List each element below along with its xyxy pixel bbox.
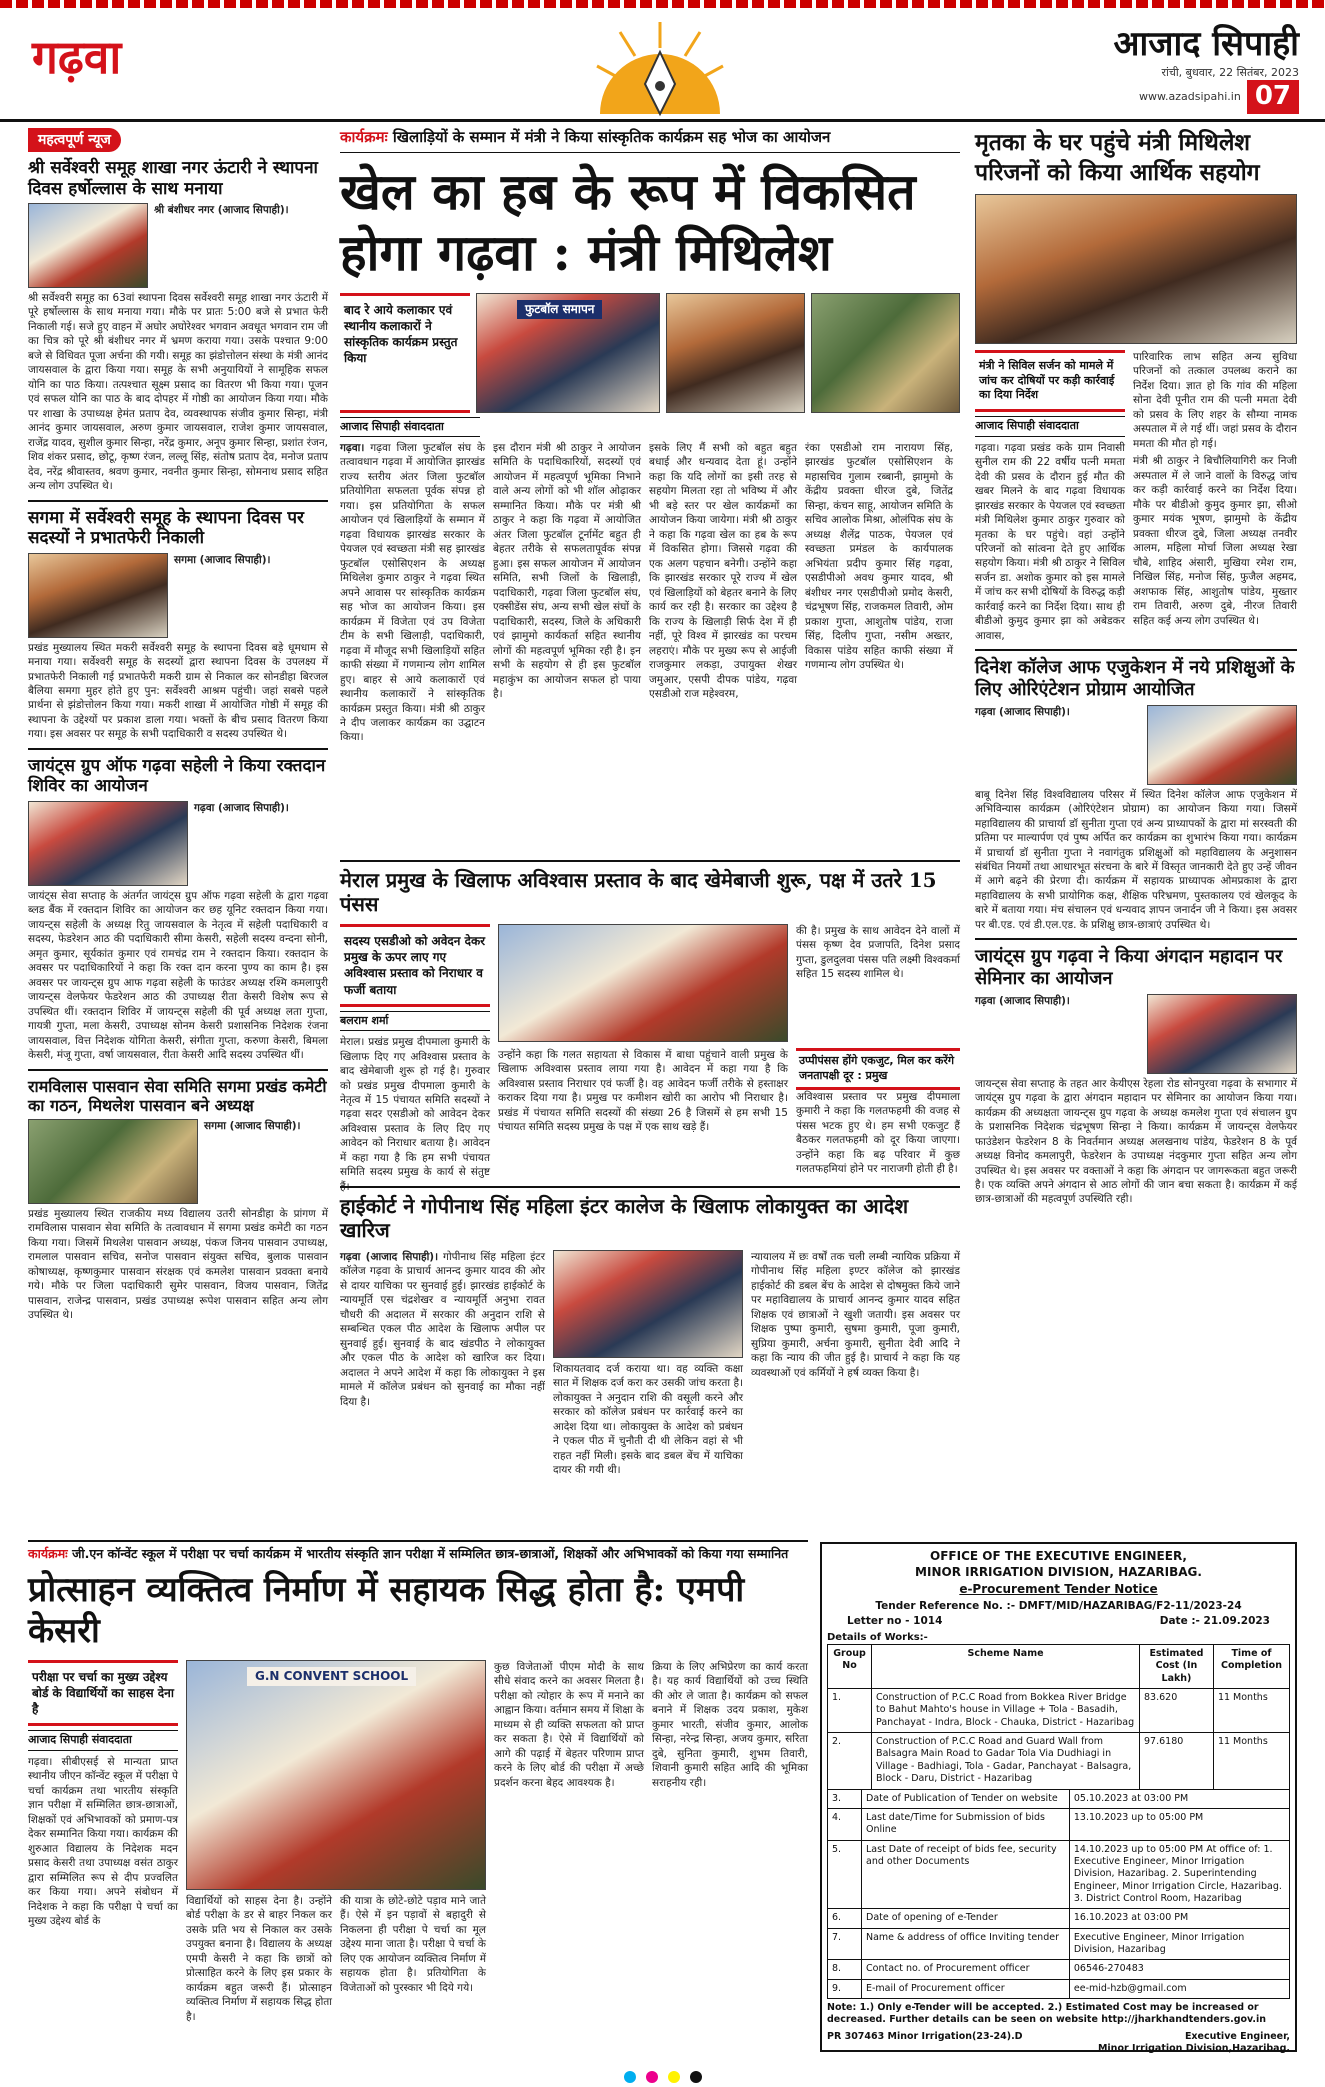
tender-notice bbox=[820, 1542, 1297, 2052]
article-dateline: गढ़वा (आजाद सिपाही)। bbox=[194, 801, 289, 814]
tender-cell: 11 Months bbox=[1213, 1689, 1289, 1733]
lead-kicker: कार्यक्रमः bbox=[340, 128, 388, 146]
tender-office: OFFICE OF THE EXECUTIVE ENGINEER, bbox=[930, 1549, 1187, 1563]
tender-info-row bbox=[828, 1960, 1290, 1979]
tender-info-cell: Date of Publication of Tender on website bbox=[862, 1789, 1070, 1808]
article-body: अविश्वास प्रस्ताव पर प्रमुख दीपमाला कुमारी ने कहा कि गलतफहमी की वजह से पंसस भटक हुए थे। हम सभी एकजुट हैं बैठकर गलतफहमी को दूर किया जाएगा। उन्होंने कहा कि बढ़ परिवार में कुछ गलतफहमियां होने पर नाराजगी होती ही है। bbox=[796, 1090, 960, 1176]
article-dateline: गढ़वा (आजाद सिपाही)। bbox=[340, 1251, 439, 1263]
article-byline: बलराम शर्मा bbox=[340, 1011, 490, 1031]
pen-nib-logo-icon bbox=[595, 18, 725, 116]
article-byline: आजाद सिपाही संवाददाता bbox=[28, 1730, 178, 1750]
article-title: रामविलास पासवान सेवा समिति सगमा प्रखंड कमेटी का गठन, मिथलेश पासवान बने अध्यक्ष bbox=[28, 1076, 327, 1115]
tender-info-row bbox=[828, 1840, 1290, 1909]
lead-body-col3: इसके लिए मैं सभी को बहुत बहुत बधाई और धन्यवाद देता हूं। उन्होंने कहा कि यदि लोगों का इसी तरह से सहयोग मिलता रहा तो भविष्य में और भी बड़े स्तर पर खेल कार्यक्रमों का आयोजन किया जायेगा। मंत्री श्री ठाकुर ने कहा कि गढ़वा खेल का हब के रूप में विकसित होगा। जिससे गढ़वा की एक अलग पहचान बनेगी। उन्होंने कहा कि झारखंड सरकार पूरे राज्य में खेल एवं खिलाड़ियों को बेहतर बनाने के लिए कार्य कर रही है। सरकार का उद्देश्य है कि राज्य के खिलाड़ी सिर्फ देश में ही नहीं, पूरे विश्व में झारखंड का परचम लहराएं। मौके पर मुख्य रूप से आईजी राजकुमार लकड़ा, उपायुक्त शेखर जमुआर, एसपी दीपक पांडेय, गढ़वा एसडीओ राज महेश्वरम, bbox=[649, 441, 797, 701]
article-title: श्री सर्वेश्वरी समूह शाखा नगर ऊंटारी ने स्थापना दिवस हर्षोल्लास के साथ मनाया bbox=[28, 158, 318, 199]
tender-info-cell: ee-mid-hzb@gmail.com bbox=[1069, 1979, 1289, 1998]
article-kicker: कार्यक्रमः bbox=[28, 1546, 68, 1561]
lead-story bbox=[340, 128, 960, 828]
tender-cell: Construction of P.C.C Road from Bokkea River Bridge to Bahut Mahto's house in Village + Tola - Basadih, Panchayat - Indra, Block - Chauka, District - Hazaribag bbox=[872, 1689, 1140, 1733]
tender-info-cell: Executive Engineer, Minor Irrigation Division, Hazaribag bbox=[1069, 1928, 1289, 1960]
tender-notes: Note: 1.) Only e-Tender will be accepted. 2.) Estimated Cost may be increased or decreased. Further details can be seen on website http://jharkhandtenders.gov.in bbox=[827, 2001, 1267, 2026]
article-body: गोपीनाथ सिंह महिला इंटर कॉलेज गढ़वा के प्राचार्य आनन्द कुमार यादव की ओर से दायर याचिका पर सुनवाई हुई। झारखंड हाईकोर्ट के न्यायमूर्ति एस चंद्रशेखर व न्यायमूर्ति अनुभा रावत चौधरी की अदालत में सरकार की अनुदान राशि से सम्बन्धित एकल पीठ आदेश के खिलाफ अपील पर सुनवाई हुई। सुनवाई के बाद खंडपीठ ने लोकायुक्त और एकल पीठ के आदेश को खारिज कर दिया। अदालत ने अपने आदेश में कहा कि लोकायुक्त ने इस मामले में कॉलेज प्रबंधन को सुनवाई का मौका नहीं दिया है। bbox=[340, 1251, 545, 1408]
article-pull-quote: सदस्य एसडीओ को अवेदन देकर प्रमुख के ऊपर लाए गए अविश्वास प्रस्ताव को निराधार व फर्जी बताया bbox=[340, 924, 490, 1007]
tender-info-row bbox=[828, 1789, 1290, 1808]
article-body: श्री सर्वेश्वरी समूह का 63वां स्थापना दिवस सर्वेश्वरी समूह शाखा नगर ऊंटारी में पूरे हर्षोल्लास के साथ मनाया गया। मौके पर प्रातः 5:00 बजे से प्रभात फेरी निकाली गई। सजे हुए वाहन में अघोर अघोरेश्वर भगवान अवधूत भगवान राम जी का चित्र को पूरे श्री बंशीधर नगर में भ्रमण कराया गया। उसके पश्चात 9:00 बजे से विधिवत पूजा अर्चना की गयी। समूह का झंडोत्तोलन संस्था के मंत्री आनंद जायसवाल के द्वारा किया गया। समूह के सभी अनुयायियों ने सामूहिक सफल योनि का पाठ किया। तत्पश्चात सूक्ष्म प्रसाद का वितरण भी किया गया। पूजन एवं सफल योनि का पाठ के बाद दोपहर में गोष्ठी का आयोजन किया गया। मौके पर शाखा के उपाध्यक्ष हेमंत प्रताप देव, व्यवस्थापक संजीव कुमार सिन्हा, मंत्री आनंद कुमार जायसवाल, अरुण कुमार जायसवाल, राजेश कुमार जायसवाल, राजेंद्र यादव, सुशील कुमार सिन्हा, नरेंद्र कुमार, अनूप कुमार सिन्हा, प्रशांत रंजन, शिव शंकर प्रसाद, छोटू, कृष्ण रंजन, लल्लू सिंह, संतोष प्रताप देव, मनोज प्रताप देव, नरेंद्र श्रीवास्तव, श्रवण कुमार, नवनीत कुमार सिन्हा, सोमनाथ प्रसाद सहित अन्य लोग उपस्थित थे। bbox=[28, 291, 328, 493]
print-registration-marks bbox=[0, 2067, 1325, 2087]
article-title: दिनेश कॉलेज आफ एजुकेशन में नये प्रशिक्षुओं के लिए ओरिएंटेशन प्रोग्राम आयोजित bbox=[975, 657, 1295, 700]
article-body: गढ़वा। गढ़वा प्रखंड कके ग्राम निवासी सुनील राम की 22 वर्षीय पत्नी ममता देवी की प्रसव के दौरान हुई मौत की खबर मिलने के बाद गढ़वा विधायक झारखंड सरकार के पेयजल एवं स्वच्छता मंत्री मिथिलेश कुमार ठाकुर गुरुवार को मृतका के घर पहुंचे। वहां उन्होंने परिजनों को सांत्वना देते हुए आर्थिक सहयोग किया। मंत्री श्री ठाकुर ने सिविल सर्जन डा. अशोक कुमार को इस मामले में जांच कर सभी दोषियों के विरुद्ध कड़ी कार्रवाई करने का निर्देश दिया। साथ ही बीडीओ कुमुद कुमार झा को अबेडकर आवास, bbox=[975, 441, 1125, 642]
tender-title: e-Procurement Tender Notice bbox=[959, 1582, 1158, 1597]
tender-header-cell: Scheme Name bbox=[872, 1645, 1140, 1689]
tender-info-cell: 13.10.2023 up to 05:00 PM bbox=[1069, 1808, 1289, 1840]
section-label: महत्वपूर्ण न्यूज bbox=[28, 128, 121, 152]
lead-photo-audience bbox=[811, 293, 960, 413]
article-photo bbox=[1147, 994, 1297, 1074]
tender-info-row bbox=[828, 1909, 1290, 1928]
tender-info-cell: 3. bbox=[828, 1789, 862, 1808]
tender-row bbox=[828, 1689, 1290, 1733]
tender-reference: Tender Reference No. :- DMFT/MID/HAZARIBAG/F2-11/2023-24 bbox=[875, 1599, 1242, 1612]
lead-body-col2: इस दौरान मंत्री श्री ठाकुर ने आयोजन समिति के पदाधिकारियों, सदस्यों एवं आयोजन में महत्वपूर्ण भूमिका निभाने वाले अन्य लोगों को भी शॉल ओढ़ाकर सम्मानित किया। मौके पर मंत्री श्री ठाकुर ने कहा कि गढ़वा में आयोजित अंतर जिला फुटबॉल टूर्नामेंट बहुत ही बेहतर तरीके से सफलतापूर्वक संपन्न हुआ। इस सफल आयोजन में आयोजन समिति, सभी जिलों के खिलाड़ी, पदाधिकारी, गढ़वा जिला फुटबॉल संघ, एक्सीडेंस संघ, अन्य सभी खेल संघों के पदाधिकारी, सदस्य, जिले के अधिकारी एवं झामुमो कार्यकर्ता सहित स्थानीय लोगों की महत्वपूर्ण भूमिका रही है। इन सभी के सहयोग से ही इस फुटबॉल महाकुंभ का आयोजन सफल हो पाया है। bbox=[493, 441, 641, 701]
article-body: पारिवारिक लाभ सहित अन्य सुविधा परिजनों को तत्काल उपलब्ध कराने का निर्देश दिया। ज्ञात हो कि गांव की महिला सोना देवी पूनीत राम की पत्नी ममता देवी को प्रसव के लिए शहर के सौम्या नामक अस्पताल में ले गई थीं। जहां प्रसव के दौरान ममता की मौत हो गई। bbox=[1133, 350, 1297, 450]
article-photo bbox=[28, 553, 168, 638]
article-photo bbox=[28, 801, 188, 886]
tender-header-cell: Time of Completion bbox=[1213, 1645, 1289, 1689]
article-body: बाबू दिनेश सिंह विश्वविद्यालय परिसर में स्थित दिनेश कॉलेज आफ एजुकेशन में अभिविन्यास कार्यक्रम (ओरिएंटेशन प्रोग्राम) का आयोजन किया गया। जिसमें महाविद्यालय की प्राचार्या डॉ सुनीता गुप्ता एवं अन्य प्राध्यापकों के द्वारा मां सरस्वती की प्रतिमा पर माल्यार्पण एवं पुष्प अर्पित कर कार्यक्रम का शुभारंभ किया गया। कार्यक्रम में प्राचार्या डॉ सुनीता गुप्ता ने नवागंतुक प्रशिक्षुओं को महाविद्यालय के अनुशासन संबंधित नियमों तथा आधारभूत संरचना के बारे में विस्तृत जानकारी देते हुए उन्हें जीवन में आगे बढ़ने की प्रेरणा दी। कार्यक्रम में सहायक प्राध्यापक ओमप्रकाश के द्वारा महाविद्यालय के सभी प्रायोगिक कक्ष, शैक्षिक परिभ्रमण, पुस्तकालय एवं खेलकूद के बारे में बताया गया। मंच संचालन एवं धन्यवाद ज्ञापन जनार्दन जी ने किया। इस अवसर पर बी.एड. एवं डी.एल.एड. के प्रशिक्षु छात्र-छात्राएं उपस्थित थे। bbox=[975, 788, 1297, 931]
tender-info-cell: 8. bbox=[828, 1960, 862, 1979]
tender-cell: 83.620 bbox=[1140, 1689, 1214, 1733]
article-body: जायन्ट्स सेवा सप्ताह के तहत आर केयीएस रेहला रोड सोनपुरवा गढ़वा के सभागार में जायंट्स ग्रुप गढ़वा के द्वारा अंगदान महादान पर सेमिनार का आयोजन किया गया। कार्यक्रम की अध्यक्षता जायन्ट्स ग्रुप गढ़वा के अध्यक्ष कमलेश गुप्ता एवं संचालन ग्रुप के प्रशासनिक निदेशक चंद्रभूषण सिन्हा ने किया। कार्यक्रम में जायन्ट्स वेलफेयर फाउंडेशन फेडरेशन 8 के निवर्तमान अध्यक्ष अलखनाथ पांडेय, फेडरेशन 8 के पूर्व अध्यक्ष विनोद कमलापुरी, फेडरेशन के उपाध्यक्ष नंदकुमार गुप्ता सहित अन्य लोग उपस्थित थे। इस अवसर पर वक्ताओं ने कहा कि अंगदान पर जागरूकता बहुत जरूरी है। एक व्यक्ति अपने अंगदान से आठ लोगों की जान बचा सकता है। कार्यक्रम में कई छात्र-छात्राओं की महत्वपूर्ण उपस्थिति रही। bbox=[975, 1077, 1297, 1206]
newspaper-brand bbox=[1114, 22, 1299, 114]
tender-cell: 1. bbox=[828, 1689, 872, 1733]
article-title: जायंट्स ग्रुप गढ़वा ने किया अंगदान महादान पर सेमिनार का आयोजन bbox=[975, 946, 1283, 990]
tender-info-cell: 7. bbox=[828, 1928, 862, 1960]
article-pull-quote: मंत्री ने सिविल सर्जन को मामले में जांच कर दोषियों पर कड़ी कार्रवाई का दिया निर्देश bbox=[975, 350, 1125, 413]
page-number: 07 bbox=[1247, 80, 1299, 114]
tender-info-cell: Last date/Time for Submission of bids Online bbox=[862, 1808, 1070, 1840]
article-body: प्रखंड मुख्यालय स्थित मकरी सर्वेश्वरी समूह के स्थापना दिवस बड़े धूमधाम से मनाया गया। सर्वेश्वरी समूह के सदस्यों द्वारा स्थापना दिवस के उपलक्ष्य में प्रभातफेरी निकाली गई प्रभातफेरी मकरी ग्राम से निकाल कर सोनडीहा बिरजल बैलिया समगा मुहर होते हुए पुन: सर्वेश्वरी आश्रम पहुंची। जहां सबसे पहले प्रार्थना से झंडोत्तोलन किया गया। मकरी शाखा में आयोजित गोष्ठी में समूह की स्थापना के उद्देश्यों पर प्रकाश डाला गया। भक्तों के बीच प्रसाद वितरण किया गया। इस अवसर पर समूह के सभी पदाधिकारी व सदस्य उपस्थित थे। bbox=[28, 641, 328, 741]
lead-dateline: गढ़वा। bbox=[340, 441, 365, 454]
lead-body-col4: रंका एसडीओ राम नारायण सिंह, झारखंड फुटबॉल एसोसिएशन के महासचिव गुलाम रब्बानी, झामुमो के केंद्रीय प्रवक्ता धीरज दुबे, जितेंद्र सिन्हा, कंचन साहू, आयोजन समिति के सचिव आलोक मिश्रा, ओलंपिक संघ के अध्यक्ष शैलेंद्र पाठक, पेयजल एवं स्वच्छता प्रमंडल के कार्यपालक अभियंता प्रदीप कुमार सिंह गढ़वा, एसडीपीओ अवध कुमार यादव, श्री बंशीधर नगर एसडीपीओ प्रमोद केसरी, चंद्रभूषण सिंह, राजकमल तिवारी, ओम प्रकाश गुप्ता, आशुतोष पांडेय, राजा सिंह, दिलीप गुप्ता, नसीम अख्तर, विकास पांडेय सहित काफी संख्या में गणमान्य लोग उपस्थित थे। bbox=[805, 441, 953, 672]
tender-cell: 2. bbox=[828, 1733, 872, 1789]
left-news-column bbox=[28, 128, 328, 1536]
brand-name: आजाद सिपाही bbox=[1113, 24, 1299, 64]
tender-cell: 11 Months bbox=[1213, 1733, 1289, 1789]
article-dateline: गढ़वा (आजाद सिपाही)। bbox=[975, 705, 1070, 718]
photo-banner-text: G.N CONVENT SCHOOL bbox=[247, 1667, 416, 1687]
article-photo bbox=[28, 203, 148, 288]
article-photo bbox=[975, 194, 1297, 344]
lead-headline: खेल का हब के रूप में विकसित होगा गढ़वा : मंत्री मिथिलेश bbox=[340, 161, 916, 282]
tender-info-cell: 05.10.2023 at 03:00 PM bbox=[1069, 1789, 1289, 1808]
article-dateline: गढ़वा (आजाद सिपाही)। bbox=[975, 994, 1070, 1007]
tender-row bbox=[828, 1733, 1290, 1789]
tender-info-cell: E-mail of Procurement officer bbox=[862, 1979, 1070, 1998]
highcourt-story bbox=[340, 1186, 960, 1534]
bottom-story bbox=[28, 1540, 808, 2060]
article-dateline: सगमा (आजाद सिपाही)। bbox=[204, 1119, 301, 1132]
lead-byline: आजाद सिपाही संवाददाता bbox=[340, 417, 480, 437]
article-body: शिकायतवाद दर्ज कराया था। वह व्यक्ति कक्षा सात में शिक्षक दर्ज करा कर उसकी जांच करता है। लोकायुक्त ने अनुदान राशि की वसूली करने और सरकार को कॉलेज प्रबंधन पर कार्रवाई करने का आदेश दिया था। लोकायुक्त के आदेश को प्रबंधन ने एकल पीठ में चुनौती दी थी लेकिन वहां से भी राहत नहीं मिली। इसके बाद डबल बेंच में याचिका दायर की गयी थी। bbox=[553, 1363, 743, 1477]
tender-pr-number: PR 307463 Minor Irrigation(23-24).D bbox=[827, 2030, 1023, 2042]
tender-info-cell: 14.10.2023 up to 05:00 PM At office of: 1. Executive Engineer, Minor Irrigation Division, Hazaribag. 2. Superintending Engineer, Minor Irrigation Circle, Hazaribag. 3. District Control Room, Hazaribag bbox=[1069, 1840, 1289, 1909]
article-dateline: श्री बंशीधर नगर (आजाद सिपाही)। bbox=[154, 203, 289, 216]
tender-info-cell: Date of opening of e-Tender bbox=[862, 1909, 1070, 1928]
tender-info-cell: 4. bbox=[828, 1808, 862, 1840]
article-body: विद्यार्थियों को साहस देना है। उन्होंने बोर्ड परीक्षा के डर से बाहर निकल कर उसके प्रति भय से निकाल कर उसके उपयुक्त बनाना है। विद्यालय के अध्यक्ष एमपी केसरी ने कहा कि छात्रों को प्रोत्साहित करने के लिए इस प्रकार के कार्यक्रम बहुत जरूरी हैं। प्रोत्साहन व्यक्तित्व निर्माण में सहायक सिद्ध होता है। bbox=[186, 1894, 332, 2023]
article-title: हाईकोर्ट ने गोपीनाथ सिंह महिला इंटर कालेज के खिलाफ लोकायुक्त का आदेश खारिज bbox=[340, 1194, 909, 1242]
tender-info-cell: 5. bbox=[828, 1840, 862, 1909]
right-news-column bbox=[975, 128, 1297, 1536]
tender-info-cell: Name & address of office Inviting tender bbox=[862, 1928, 1070, 1960]
article-byline: आजाद सिपाही संवाददाता bbox=[975, 416, 1125, 436]
tender-header-cell: Estimated Cost (In Lakh) bbox=[1140, 1645, 1214, 1689]
article-photo bbox=[553, 1250, 743, 1358]
article-body: गढ़वा। सीबीएसई से मान्यता प्राप्त स्थानीय जीएन कॉन्वेंट स्कूल में परीक्षा पे चर्चा कार्यक्रम तथा भारतीय संस्कृति ज्ञान परीक्षा में सम्मिलित छात्र-छात्राओं, शिक्षकों एवं अभिभावकों को प्रमाण-पत्र देकर सम्मानित किया गया। कार्यक्रम की शुरुआत विद्यालय के निदेशक मदन प्रसाद केसरी तथा उपाध्यक्ष वसंत ठाकुर द्वारा सम्मिलित रूप से दीप प्रज्वलित कर किया गया। अपने संबोधन में निदेशक ने कहा कि परीक्षा पे चर्चा का मुख्य उद्देश्य बोर्ड के bbox=[28, 1755, 178, 1928]
tender-letter-no: Letter no - 1014 bbox=[847, 1615, 943, 1628]
article-photo bbox=[1147, 705, 1297, 785]
lead-body-col1: गढ़वा जिला फुटबॉल संघ के तत्वावधान गढ़वा में आयोजित झारखंड राज्य स्तरीय अंतर जिला फुटबॉल प्रतियोगिता सफलता पूर्वक संपन्न हो गया। इस प्रतियोगिता के सफल आयोजन एवं खिलाड़ियों के सम्मान में गढ़वा विधायक झारखंड सरकार के पेयजल एवं स्वच्छता मंत्री सह झारखंड फुटबॉल एसोसिएशन के अध्यक्ष मिथिलेश कुमार ठाकुर ने गढ़वा स्थित अपने आवास पर सांस्कृतिक कार्यक्रम सह भोज का आयोजन किया। इस कार्यक्रम में विजेता एवं उप विजेता टीम के सभी खिलाड़ी, पदाधिकारी, गढ़वा में मौजूद सभी खिलाड़ियों सहित काफी संख्या में गणमान्य लोग शामिल हुए। बाहर से आये कलाकारों एवं स्थानीय कलाकारों ने सांस्कृतिक कार्यक्रम प्रस्तुत किया। मंत्री श्री ठाकुर ने दीप जलाकर कार्यक्रम का उद्घाटन किया। bbox=[340, 441, 486, 744]
article-title: मृतका के घर पहुंचे मंत्री मिथिलेश परिजनों को किया आर्थिक सहयोग bbox=[975, 129, 1260, 186]
article-body: प्रखंड मुख्यालय स्थित राजकीय मध्य विद्यालय उतरी सोनडीहा के प्रांगण में रामविलास पासवान सेवा समिति के तत्वावधान में सगमा प्रखंड कमेटी का गठन किया गया। जिसमें मिथलेश पासवान अध्यक्ष, पंकज जिनय पासवान उपाध्यक्ष, रामलाल पासवान सचिव, सनोज पासवान संयुक्त सचिव, बुलाक पासवान कोषाध्यक्ष, कृष्णकुमार पासवान संरक्षक एवं कमलेश पासवान प्रवक्ता बनाये गये। मौके पर जिला पदाधिकारी सुमेर पासवान, विजय पासवान, जितेंद्र पासवान, राजेन्द्र पासवान, प्रखंड उपाध्यक्ष रूपेश पासवान सहित अन्य लोग उपस्थित थे। bbox=[28, 1207, 328, 1322]
tender-info-cell: Contact no. of Procurement officer bbox=[862, 1960, 1070, 1979]
tender-cell: 97.6180 bbox=[1140, 1733, 1214, 1789]
article-body: की है। प्रमुख के साथ आवेदन देने वालों में पंसस कृष्ण देव प्रजापति, दिनेश प्रसाद गुप्ता, डुलदुलवा पंसस पति लक्ष्मी विश्वकर्मा सहित 15 सदस्य शामिल थे। bbox=[796, 925, 960, 981]
tender-header-cell: Group No bbox=[828, 1645, 872, 1689]
website-link[interactable]: www.azadsipahi.in bbox=[1139, 90, 1241, 104]
article-headline: प्रोत्साहन व्यक्तित्व निर्माण में सहायक सिद्ध होता है: एमपी केसरी bbox=[28, 1570, 745, 1652]
article-photo bbox=[498, 924, 788, 1042]
article-body: मेराल। प्रखंड प्रमुख दीपमाला कुमारी के खिलाफ दिए गए अविश्वास प्रस्ताव के बाद खेमेबाजी शुरू हो गई है। गुरुवार को प्रखंड प्रमुख दीपमाला कुमारी के नेतृत्व में 15 पंचायत समिति सदस्यों ने गढ़वा सदर एसडीओ को आवेदन देकर अविश्वास प्रस्ताव के लिए दिए गए आवेदन को निराधार बताया है। आवेदन में कहा गया है कि हम सभी पंचायत समिति सदस्य प्रमुख के कार्य से संतुष्ट हैं। bbox=[340, 1036, 490, 1193]
tender-info-cell: 16.10.2023 at 03:00 PM bbox=[1069, 1909, 1289, 1928]
tender-info-table bbox=[827, 1789, 1290, 1999]
tender-signatory: Executive Engineer, bbox=[1184, 2030, 1290, 2042]
article-pull-quote: उप्पीपंसस होंगे एकजुट, मिल कर करेंगे जनतापक्षी दूर : प्रमुख bbox=[796, 1048, 960, 1090]
tender-info-cell: 06546-270483 bbox=[1069, 1960, 1289, 1979]
article-dateline: सगमा (आजाद सिपाही)। bbox=[174, 553, 271, 566]
article-title: जायंट्स ग्रुप ऑफ गढ़वा सहेली ने किया रक्तदान शिविर का आयोजन bbox=[28, 755, 326, 797]
tender-info-cell: 6. bbox=[828, 1909, 862, 1928]
article-photo bbox=[28, 1119, 198, 1204]
article-body: न्यायालय में छः वर्षों तक चली लम्बी न्यायिक प्रक्रिया में गोपीनाथ सिंह महिला इण्टर कॉलेज को झारखंड हाईकोर्ट की डबल बेंच के आदेश से दोषमुक्त किये जाने पर महाविद्यालय के प्राचार्य आनन्द कुमार यादव सहित शिक्षक एवं छात्राओं ने खुशी जतायी। इस अवसर पर शिक्षक पुष्पा कुमारी, सुषमा कुमारी, पूजा कुमारी, सुप्रिया कुमारी, अर्चना कुमारी, सुनीता देवी आदि ने कहा कि न्याय की जीत हुई है। प्राचार्य ने कहा कि यह व्यवस्थाओं एवं कर्मियों ने हर्ष व्यक्त किया है। bbox=[751, 1251, 960, 1379]
article-body: उन्होंने कहा कि गलत सहायता से विकास में बाधा पहुंचाने वाली प्रमुख के खिलाफ अविश्वास प्रस्ताव लाया गया है। आवेदन में कहा गया है कि अविश्वास प्रस्ताव निराधार एवं फर्जी है। वह आवेदन फर्जी तरीके से हस्ताक्षर कराकर दिया गया है। प्रमुख पर कमीशन खोरी का आरोप भी निराधार है। प्रखंड में पंचायत समिति सदस्यों की संख्या 26 है जिसमें से हम सभी 15 पंचायत समिति सदस्य प्रमुख के पक्ष में एक साथ खड़े हैं। bbox=[498, 1049, 788, 1134]
top-color-strip bbox=[0, 0, 1325, 8]
lead-photo-dancers bbox=[666, 293, 805, 413]
page-section-title: गढ़वा bbox=[32, 30, 122, 84]
meral-story bbox=[340, 860, 960, 1193]
article-body: क्रिया के लिए अभिप्रेरण का कार्य करता है। यह कार्य विद्यार्थियों को उच्च स्थिति की ओर ले जाता है। कार्यक्रम को सफल बनाने में शिक्षक उदय प्रकाश, मुकेश कुमार भारती, संजीव कुमार, आलोक सिन्हा, नरेन्द्र सिन्हा, अजय कुमार, सरिता दुबे, सुनिता कुमारी, शुभम तिवारी, शिवानी कुमारी सहित आदि की भूमिका सराहनीय रही। bbox=[652, 1660, 808, 1789]
article-photo bbox=[186, 1660, 486, 1890]
tender-info-row bbox=[828, 1928, 1290, 1960]
article-subhead: जी.एन कॉन्वेंट स्कूल में परीक्षा पर चर्चा कार्यक्रम में भारतीय संस्कृति ज्ञान परीक्षा में सम्मिलित छात्र-छात्राओं, शिक्षकों और अभिभावकों को किया गया सम्मानित bbox=[72, 1546, 789, 1561]
tender-works-table bbox=[827, 1644, 1290, 1789]
article-body: मंत्री श्री ठाकुर ने बिचौलियागिरी कर निजी अस्पताल में ले जाने वालों के विरुद्ध जांच कर कड़ी कार्रवाई करने का निर्देश दिया। मौके पर बीडीओ कुमुद कुमार झा, सीओ कुमार मयंक भूषण, झामुमो के केंद्रीय प्रवक्ता धीरज दुबे, जिला अध्यक्ष तनवीर आलम, महिला मोर्चा जिला अध्यक्ष रेखा चौबे, शाहिद अंसारी, मुखिया रमेश राम, निखिल सिंह, मनोज सिंह, फुजैल अहमद, अशफाक सिंह, आशुतोष पांडेय, मुख्तार राम तिवारी, अरुण दुबे, नीरज तिवारी सहित कई अन्य लोग उपस्थित थे। bbox=[1133, 455, 1297, 627]
lead-photo-stage bbox=[476, 293, 660, 413]
lead-subhead: खिलाड़ियों के सम्मान में मंत्री ने किया सांस्कृतिक कार्यक्रम सह भोज का आयोजन bbox=[392, 128, 831, 146]
article-body: जायंट्स सेवा सप्ताह के अंतर्गत जायंट्स ग्रुप ऑफ गढ़वा सहेली के द्वारा गढ़वा ब्लड बैंक में रक्तदान शिविर का आयोजन कर छह यूनिट रक्तदान किया गया। जायन्ट्स सहेली के अध्यक्ष रितु जायसवाल के नेतृत्व में सहेली पदाधिकारी व सदस्य, फेडरेशन आठ की पदाधिकारी सीमा केसरी, सहेली सदस्य वन्दना सोनी, अमृत कुमार, सूर्यकांत कुमार एवं रामचंद्र राम ने रक्तदान किया। रक्तदान के अवसर पर पदाधिकारियों ने कहा कि रक्त दान करना पुण्य का काम है। इस अवसर पर जायन्ट्स ग्रुप आफ गढ़वा सहेली के फाउंडर अध्यक्ष रश्मि कमलापुरी जायन्ट्स वेलफेयर फेडरेशन आठ की उपाध्यक्ष रीता केसरी विशेष रूप से उपस्थित थीं। रक्तदान शिविर में जायन्ट्स सहेली की पूर्व अध्यक्ष लता गुप्ता, गायत्री गुप्ता, मला केसरी, उपाध्यक्ष सोनम केसरी प्रशासनिक निदेशक रंजना जायसवाल, वित्त निदेशक योगिता केसरी, संगीता गुप्ता, करुणा केसरी, बिमला केसरी, मंजू गुप्ता, वर्षा जायसवाल, रीता केसरी आदि सदस्य उपस्थित थीं। bbox=[28, 889, 328, 1062]
tender-info-cell: Last Date of receipt of bids fee, security and other Documents bbox=[862, 1840, 1070, 1909]
article-body: कुछ विजेताओं पीएम मोदी के साथ सीधे संवाद करने का अवसर मिलता है। परीक्षा को त्योहार के रूप में मनाने का आह्वान किया। वर्तमान समय में शिक्षा के माध्यम से ही व्यक्ति सफलता को प्राप्त कर सकता है। ऐसे में विद्यार्थियों को आगे की पढ़ाई में बेहतर परिणाम प्राप्त करने के लिए बोर्ड की परीक्षा में अच्छे प्रदर्शन करना बेहद आवश्यक है। bbox=[494, 1660, 644, 1789]
dateline: रांची, बुधवार, 22 सितंबर, 2023 bbox=[1161, 66, 1299, 80]
tender-info-cell: 9. bbox=[828, 1979, 862, 1998]
tender-cell: Construction of P.C.C Road and Guard Wall from Balsagra Main Road to Gadar Tola Via Dudhiagi in Village - Badhiagi, Tola - Gadar, Panchayat - Balsagra, Block - Daru, District - Hazaribag bbox=[872, 1733, 1140, 1789]
article-pull-quote: परीक्षा पर चर्चा का मुख्य उद्देश्य बोर्ड के विद्यार्थियों का साहस देना है bbox=[28, 1660, 178, 1727]
tender-division: MINOR IRRIGATION DIVISION, HAZARIBAG. bbox=[915, 1564, 1202, 1579]
photo-banner-text: फुटबॉल समापन bbox=[517, 300, 602, 320]
tender-details-label: Details of Works:- bbox=[827, 1632, 928, 1644]
article-body: की यात्रा के छोटे-छोटे पड़ाव माने जाते हैं। ऐसे में इन पड़ावों से बहादुरी से निकलना ही परीक्षा पे चर्चा का मूल उद्देश्य माना जाता है। परीक्षा पे चर्चा के लिए एक आयोजन व्यक्तित्व निर्माण में सहायक होता है। प्रतियोगिता के विजेताओं को पुरस्कार भी दिये गये। bbox=[340, 1894, 486, 1994]
article-title: सगमा में सर्वेश्वरी समूह के स्थापना दिवस पर सदस्यों ने प्रभातफेरी निकाली bbox=[28, 507, 304, 549]
lead-pull-quote: बाद रे आये कलाकार एवं स्थानीय कलाकारों ने सांस्कृतिक कार्यक्रम प्रस्तुत किया bbox=[340, 293, 470, 413]
tender-info-row bbox=[828, 1979, 1290, 1998]
tender-date: Date :- 21.09.2023 bbox=[1159, 1615, 1270, 1628]
tender-info-row bbox=[828, 1808, 1290, 1840]
tender-signatory-office: Minor Irrigation Division,Hazaribag. bbox=[1097, 2043, 1290, 2054]
masthead bbox=[0, 0, 1325, 122]
article-title: मेराल प्रमुख के खिलाफ अविश्वास प्रस्ताव के बाद खेमेबाजी शुरू, पक्ष में उतरे 15 पंसस bbox=[340, 868, 937, 916]
